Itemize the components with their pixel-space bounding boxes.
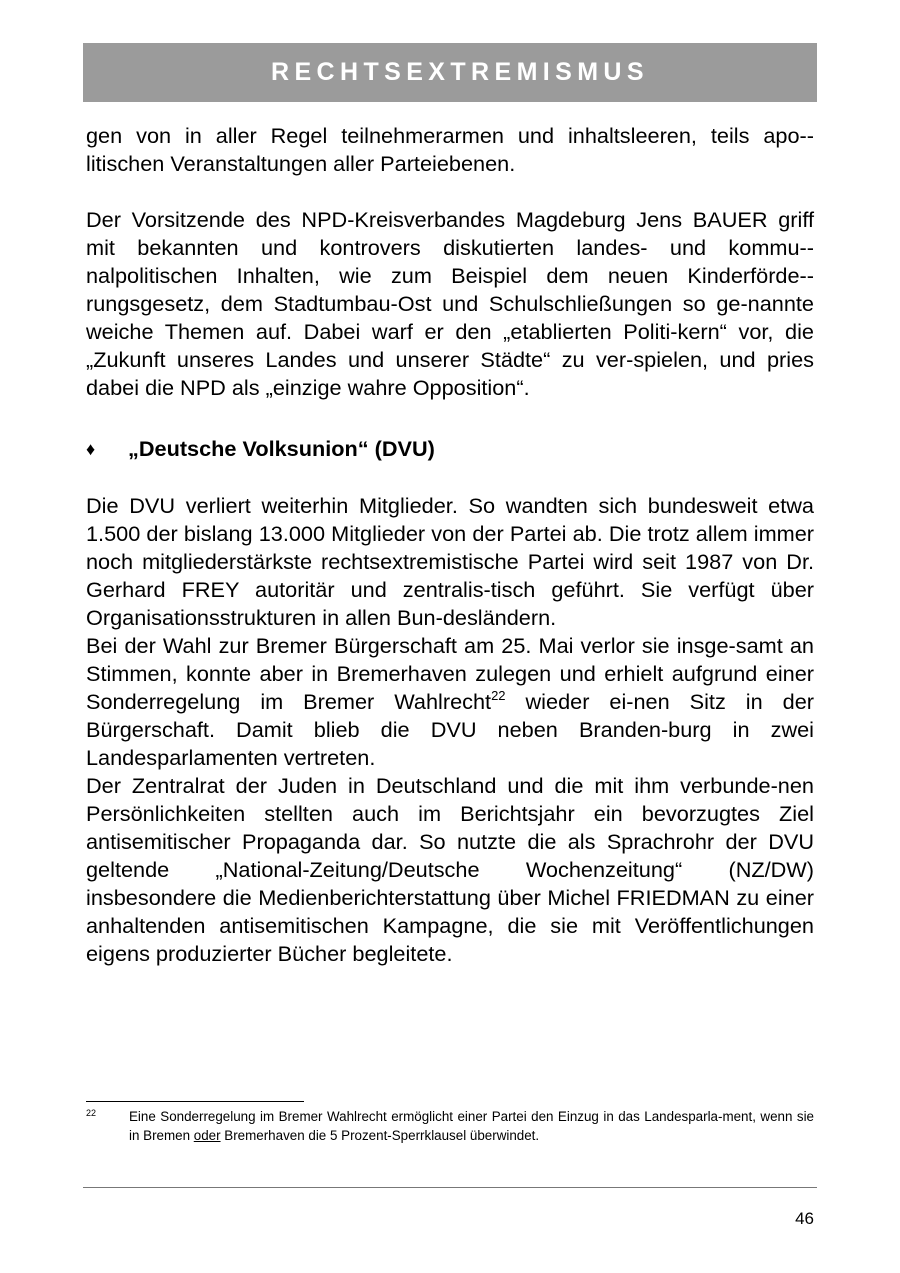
bremen-text-after: wieder ei-nen Sitz in der Bürgerschaft. Damit blieb die DVU neben Branden-burg in zwei Landesparlamenten vertreten. [86, 689, 814, 770]
paragraph-npd-magdeburg: Der Vorsitzende des NPD-Kreisverbandes Magdeburg Jens BAUER griff mit bekannten und kontrovers diskutierten landes- und kommu-nalpolitischen Inhalten, wie zum Beispiel dem neuen Kinderförde-rungsgesetz, dem Stadtumbau-Ost und Schulschließungen so ge-nannte weiche Themen auf. Dabei warf er den „etablierten Politi-kern“ vor, die „Zukunft unseres Landes und unserer Städte“ zu ver-spielen, und pries dabei die NPD als „einzige wahre Opposition“. [86, 207, 814, 400]
footnote-text-after: Bremerhaven die 5 Prozent-Sperrklausel überwindet. [220, 1128, 540, 1143]
section-header-bar [83, 43, 817, 102]
footnote-separator [86, 1101, 304, 1102]
footnote-reference[interactable]: 22 [491, 688, 506, 703]
section-heading [86, 435, 814, 463]
section-heading-text: „Deutsche Volksunion“ (DVU) [128, 436, 435, 461]
diamond-bullet-icon: ♦ [86, 439, 96, 459]
bremen-text-before: Bei der Wahl zur Bremer Bürgerschaft am 25. Mai verlor sie insge-samt an Stimmen, konnte aber in Bremerhaven zulegen und erhielt aufgrund einer Sonderregelung im Bremer Wahlrecht [86, 633, 814, 714]
page-number: 46 [795, 1209, 814, 1228]
footnote-text [129, 1107, 814, 1145]
footnote-text-before: Eine Sonderregelung im Bremer Wahlrecht ermöglicht einer Partei den Einzug in das Landesparla-ment, wenn sie in Bremen [129, 1109, 814, 1143]
main-content [86, 122, 814, 968]
footnote [86, 1107, 814, 1145]
section-header-title: RECHTSEXTREMISMUS [271, 58, 649, 86]
paragraph-dvu-members: Die DVU verliert weiterhin Mitglieder. So wandten sich bundesweit etwa 1.500 der bislang 13.000 Mitglieder von der Partei ab. Die trotz allem immer noch mitgliederstärkste rechtsextremistische Partei wird seit 1987 von Dr. Gerhard FREY autoritär und zentralis-tisch geführt. Sie verfügt über Organisationsstrukturen in allen Bun-desländern. [86, 493, 814, 630]
paragraph-antisemitic-propaganda: Der Zentralrat der Juden in Deutschland und die mit ihm verbunde-nen Persönlichkeiten stellten auch im Berichtsjahr ein bevorzugtes Ziel antisemitischer Propaganda dar. So nutzte die als Sprachrohr der DVU geltende „National-Zeitung/Deutsche Wochenzeitung“ (NZ/DW) insbesondere die Medienberichterstattung über Michel FRIEDMAN zu einer anhaltenden antisemitischen Kampagne, die sie mit Veröffentlichungen eigens produzierter Bücher begleitete. [86, 773, 814, 966]
page-footer-rule [83, 1187, 817, 1188]
paragraph-bremen-election [86, 632, 814, 772]
footnote-number: 22 [86, 1108, 97, 1118]
paragraph-continued: gen von in aller Regel teilnehmerarmen und inhaltsleeren, teils apo-litischen Veranstaltungen aller Parteiebenen. [86, 123, 814, 176]
footnote-underlined-word: oder [193, 1128, 221, 1143]
